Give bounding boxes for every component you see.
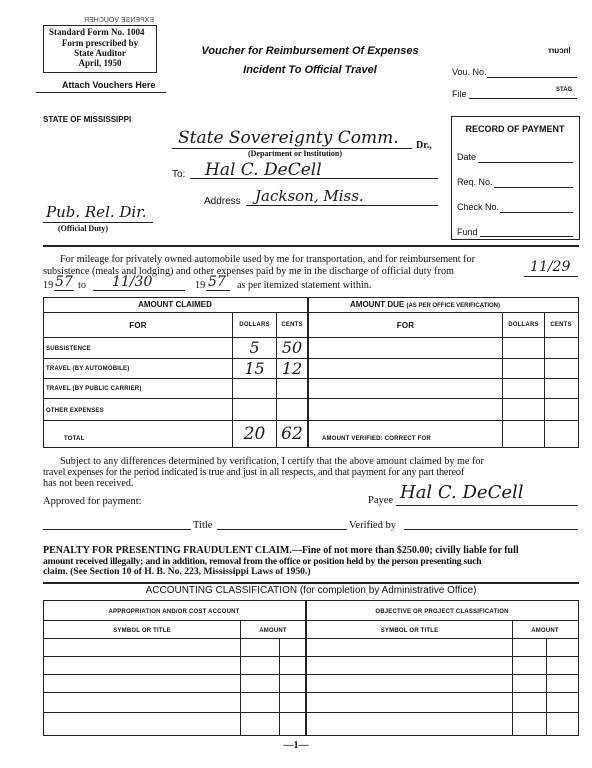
- prescribed-line-3: April, 1950: [78, 58, 122, 68]
- total-cents: 62: [281, 424, 303, 444]
- to-date-line: [93, 290, 185, 291]
- claimed-for-head: FOR: [129, 321, 147, 330]
- verified-by-label: Verified by: [349, 520, 396, 531]
- amount-table: [43, 297, 579, 448]
- row-label-travel-auto: TRAVEL (BY AUTOMOBILE): [46, 366, 130, 372]
- total-dollars: 20: [243, 424, 266, 444]
- year-2-handwritten: 57: [208, 274, 226, 290]
- address-line: [246, 205, 438, 206]
- department-handwritten: State Sovereignty Comm.: [178, 128, 399, 148]
- record-check-label: Check No.: [457, 202, 500, 212]
- record-req-line: [494, 187, 573, 188]
- travel-auto-cents: 12: [281, 359, 303, 378]
- record-date-label: Date: [457, 152, 477, 162]
- statement-line-2: subsistence (meals and lodging) and other expenses paid by me in the discharge of official duty from: [43, 266, 454, 277]
- due-dollars-head: DOLLARS: [508, 322, 539, 328]
- due-dollars-col: [502, 312, 503, 447]
- accounting-row-3: [44, 674, 578, 675]
- right-amount-split: [546, 638, 547, 735]
- amount-table-divider: [307, 297, 309, 447]
- subsistence-dollars: 5: [249, 338, 260, 357]
- accounting-row-2: [44, 656, 578, 657]
- title-line: [217, 529, 347, 530]
- year-prefix-2: 19: [195, 280, 206, 291]
- certification-line-2: travel expenses for the period indicated is true and just in all respects, and that payment for any part thereof: [43, 467, 465, 478]
- due-cents-col: [544, 312, 545, 447]
- amount-due-title: AMOUNT DUE (AS PER OFFICE VERIFICATION): [350, 300, 501, 309]
- standard-form-no: Standard Form No. 1004: [49, 27, 145, 37]
- corner-mark: Incurr: [548, 46, 571, 55]
- certification-line-3: has not been received.: [43, 478, 134, 489]
- department-label: (Department or Institution): [247, 149, 343, 158]
- payee-label: Payee: [368, 495, 394, 506]
- record-check-line: [500, 212, 573, 213]
- from-date-line: [524, 276, 578, 277]
- amount-title-rule: [44, 312, 578, 313]
- claimed-dollars-head: DOLLARS: [239, 322, 270, 328]
- right-amount-head: AMOUNT: [531, 628, 559, 634]
- title-label: Title: [193, 520, 213, 531]
- approved-for-payment: Approved for payment:: [43, 496, 142, 507]
- voucher-subtitle: Incident To Official Travel: [243, 64, 377, 76]
- payee-line: [396, 505, 578, 506]
- year-1-line: [54, 290, 74, 291]
- to-date-handwritten: 11/30: [112, 274, 153, 290]
- due-cents-head: CENTS: [550, 322, 572, 328]
- verified-by-line: [404, 529, 578, 530]
- left-symbol-head: SYMBOL OR TITLE: [113, 628, 171, 634]
- dr-label: Dr.,: [416, 140, 432, 151]
- prescribed-line-1: Form prescribed by: [61, 38, 139, 48]
- to-label: To:: [172, 169, 186, 180]
- row-label-subsistence: SUBSISTENCE: [46, 346, 91, 352]
- official-duty-line: [43, 222, 153, 223]
- stamp-mirrored: EXPENSE VOUCHER: [84, 17, 155, 24]
- left-amount-head: AMOUNT: [259, 628, 287, 634]
- approved-line: [43, 529, 191, 530]
- accounting-top-rule: [43, 582, 579, 584]
- state-label: STATE OF MISSISSIPPI: [43, 115, 132, 124]
- stag-label: STAG: [556, 87, 573, 93]
- amount-claimed-title: AMOUNT CLAIMED: [138, 300, 212, 309]
- to-word: to: [78, 280, 86, 291]
- official-duty-label: (Official Duty): [58, 224, 108, 233]
- attach-vouchers: Attach Vouchers Here: [62, 80, 156, 90]
- left-amount-split: [279, 638, 280, 735]
- certification-line-1: Subject to any differences determined by verification, I certify that the above amount claimed by me for: [60, 456, 484, 467]
- vou-no-label: Vou. No.: [452, 67, 487, 77]
- row-label-other: OTHER EXPENSES: [46, 408, 104, 414]
- year-prefix-1: 19: [43, 280, 54, 291]
- to-line: [190, 178, 438, 179]
- accounting-row-1: [44, 638, 578, 639]
- subsistence-cents: 50: [281, 338, 303, 357]
- penalty-line-3: claim. (See Section 10 of H. B. No. 223, Mississippi Laws of 1950.): [43, 566, 311, 577]
- to-name-handwritten: Hal C. DeCell: [205, 160, 322, 180]
- accounting-title: ACCOUNTING CLASSIFICATION (for completion by Administrative Office): [145, 585, 477, 596]
- payee-signature: Hal C. DeCell: [400, 482, 524, 503]
- record-of-payment-title: RECORD OF PAYMENT: [465, 124, 565, 134]
- from-date-handwritten: 11/29: [530, 259, 571, 275]
- statement-line-1: For mileage for privately owned automobile used by me for transportation, and for reimbursement for: [60, 254, 476, 265]
- amount-head-rule: [44, 337, 578, 338]
- due-for-head: FOR: [396, 321, 415, 330]
- file-label: File: [452, 89, 467, 99]
- record-date-line: [478, 162, 573, 163]
- address-handwritten: Jackson, Miss.: [255, 187, 364, 205]
- row-label-travel-public: TRAVEL (BY PUBLIC CARRIER): [46, 386, 142, 392]
- accounting-row-4: [44, 692, 578, 693]
- claimed-cents-head: CENTS: [281, 322, 303, 328]
- penalty-line-1: PENALTY FOR PRESENTING FRAUDULENT CLAIM.—Fine of not more than $250.00; civilly liable for full: [43, 545, 519, 556]
- year-1-handwritten: 57: [55, 274, 73, 290]
- attach-line: [36, 92, 166, 93]
- voucher-title: Voucher for Reimbursement Of Expenses: [201, 45, 419, 57]
- row-rule-3: [44, 398, 578, 399]
- record-req-label: Req. No.: [457, 177, 493, 187]
- section-divider: [43, 245, 579, 247]
- accounting-left-head: APPROPRIATION AND/OR COST ACCOUNT: [108, 609, 240, 615]
- row-label-total: TOTAL: [64, 436, 85, 442]
- record-fund-line: [480, 236, 573, 237]
- right-symbol-head: SYMBOL OR TITLE: [380, 628, 439, 634]
- year-2-line: [206, 290, 230, 291]
- row-rule-4: [44, 420, 578, 421]
- statement-tail: as per itemized statement within.: [237, 280, 372, 291]
- file-line: [469, 98, 577, 99]
- row-rule-1: [44, 358, 578, 359]
- page-number: —1—: [283, 740, 309, 751]
- amount-verified-note: AMOUNT VERIFIED: CORRECT FOR: [322, 436, 431, 442]
- accounting-row-5: [44, 712, 578, 713]
- record-fund-label: Fund: [457, 227, 478, 237]
- official-duty-handwritten: Pub. Rel. Dir.: [46, 203, 147, 221]
- row-rule-2: [44, 378, 578, 379]
- prescribed-line-2: State Auditor: [74, 48, 126, 58]
- address-label: Address: [204, 196, 241, 207]
- accounting-head-rule: [44, 620, 578, 621]
- vou-no-line: [487, 77, 577, 78]
- travel-auto-dollars: 15: [244, 359, 265, 378]
- penalty-line-2: amount received illegally; and in addition, removal from the office or position held by the person presenting such: [43, 556, 482, 567]
- accounting-right-head: OBJECTIVE OR PROJECT CLASSIFICATION: [375, 609, 509, 615]
